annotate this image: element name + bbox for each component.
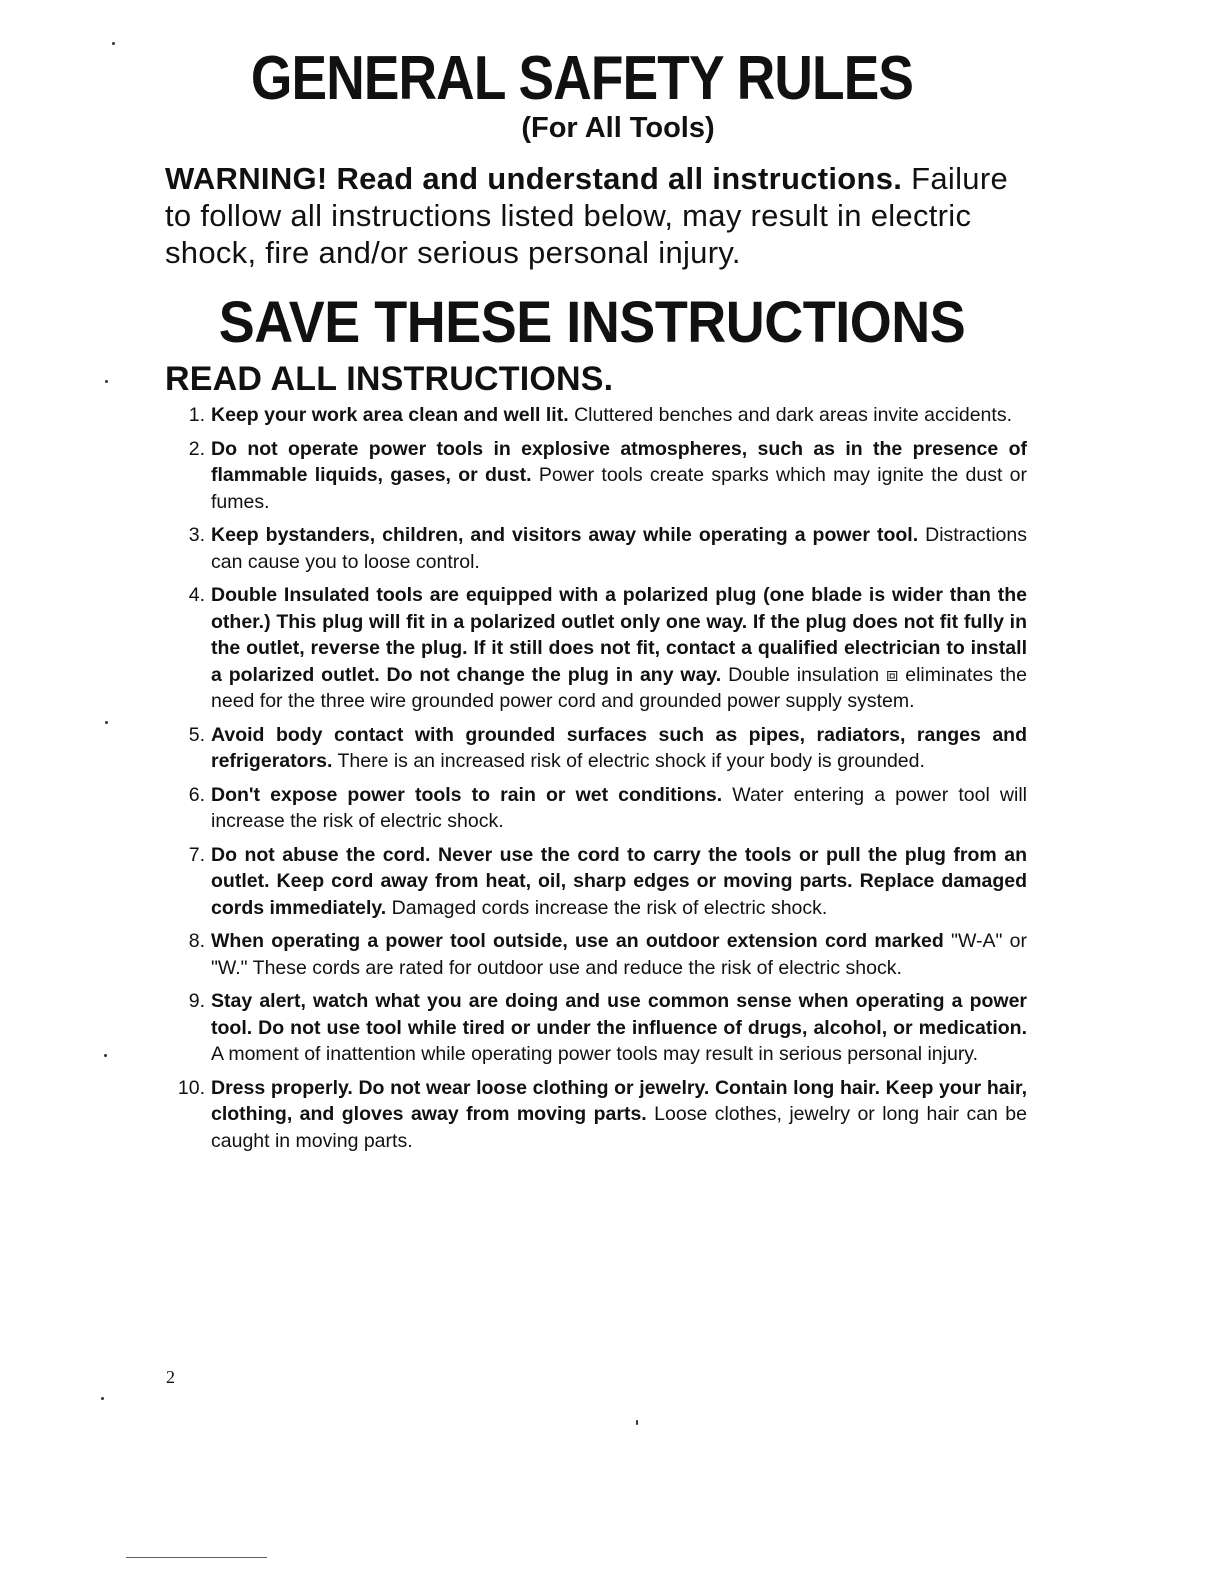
rule-bold-text: Keep your work area clean and well lit. <box>211 404 569 426</box>
scan-speck <box>105 380 108 383</box>
rule-text: Damaged cords increase the risk of electric shock. <box>391 896 828 919</box>
rule-item-2 <box>165 436 1027 516</box>
rule-number: 7. <box>188 843 205 866</box>
scan-speck <box>112 42 115 45</box>
rule-text: "W-A" or "W." These cords are rated for outdoor use and reduce the risk of electric shock. <box>211 930 1027 979</box>
rule-text: Cluttered benches and dark areas invite accidents. <box>574 404 1012 426</box>
rule-text: Water entering a power tool will increase the risk of electric shock. <box>211 783 1027 832</box>
rule-text: Power tools create sparks which may ignite the dust or fumes. <box>211 464 1027 513</box>
rule-bold-text: Keep bystanders, children, and visitors away while operating a power tool. <box>211 524 919 546</box>
rule-item-4 <box>165 582 1027 715</box>
page-title: GENERAL SAFETY RULES <box>250 44 914 113</box>
rule-text: There is an increased risk of electric shock if your body is grounded. <box>337 750 925 772</box>
rule-bold-text: Do not operate power tools in explosive atmospheres, such as in the presence of flammable liquids, gases, or dust. <box>211 437 1027 486</box>
scan-speck <box>104 1054 107 1057</box>
rule-text: Double insulation ⧈ eliminates the need for the three wire grounded power cord and grounded power supply system. <box>211 663 1027 712</box>
rule-bold-text: Dress properly. Do not wear loose clothing or jewelry. Contain long hair. Keep your hair, clothing, and gloves away from moving parts. <box>211 1076 1027 1125</box>
scan-speck <box>101 1397 104 1400</box>
warning-body: Failure to follow all instructions listed below, may result in electric shock, fire and/or serious personal injury. <box>165 161 1008 270</box>
rule-bold-text: Don't expose power tools to rain or wet conditions. <box>211 783 723 806</box>
rule-bold-text: Do not abuse the cord. Never use the cord to carry the tools or pull the plug from an outlet. Keep cord away from heat, oil, sharp edges or moving parts. Replace damaged cords immediately. <box>211 843 1027 919</box>
scan-edge-line <box>126 1557 267 1558</box>
rule-item-9 <box>165 988 1027 1068</box>
page-subtitle: (For All Tools) <box>521 112 715 144</box>
rule-number: 10. <box>177 1076 205 1099</box>
warning-lead: WARNING! Read and understand all instructions. <box>165 161 903 196</box>
rule-item-1 <box>165 402 1027 429</box>
page-number: 2 <box>166 1367 175 1387</box>
rule-number: 3. <box>188 524 205 546</box>
rule-number: 4. <box>188 584 205 606</box>
rule-number: 1. <box>188 404 205 426</box>
rule-number: 2. <box>188 437 205 460</box>
rule-bold-text: Double Insulated tools are equipped with a polarized plug (one blade is wider than the other.) This plug will fit in a polarized outlet only one way. If the plug does not fit fully in the outlet, reverse the plug. If it still does not fit, contact a qualified electrician to install a polarized outlet. Do not change the plug in any way. <box>211 584 1027 686</box>
rule-number: 5. <box>188 723 205 746</box>
rule-item-3 <box>165 522 1027 575</box>
warning-paragraph <box>165 160 1035 271</box>
rule-number: 6. <box>188 783 205 806</box>
scan-speck <box>636 1420 638 1425</box>
rule-bold-text: Stay alert, watch what you are doing and use common sense when operating a power tool. Do not use tool while tired or under the influence of drugs, alcohol, or medication. <box>211 990 1027 1039</box>
rule-item-7 <box>165 842 1027 922</box>
rule-item-5 <box>165 722 1027 775</box>
rule-text: Loose clothes, jewelry or long hair can be caught in moving parts. <box>211 1103 1027 1152</box>
rule-text: A moment of inattention while operating power tools may result in serious personal injury. <box>211 1043 979 1065</box>
save-instructions-heading: SAVE THESE INSTRUCTIONS <box>218 290 966 355</box>
rule-number: 9. <box>188 990 205 1012</box>
rule-item-8 <box>165 928 1027 981</box>
safety-rules-list <box>165 402 1027 1161</box>
scan-speck <box>105 721 108 724</box>
rule-bold-text: Avoid body contact with grounded surfaces such as pipes, radiators, ranges and refrigerators. <box>211 723 1027 772</box>
read-all-heading: READ ALL INSTRUCTIONS. <box>165 360 614 398</box>
rule-number: 8. <box>188 930 205 952</box>
rule-item-6 <box>165 782 1027 835</box>
rule-item-10 <box>165 1075 1027 1155</box>
rule-bold-text: When operating a power tool outside, use an outdoor extension cord marked <box>211 930 944 952</box>
rule-text: Distractions can cause you to loose control. <box>211 524 1027 573</box>
